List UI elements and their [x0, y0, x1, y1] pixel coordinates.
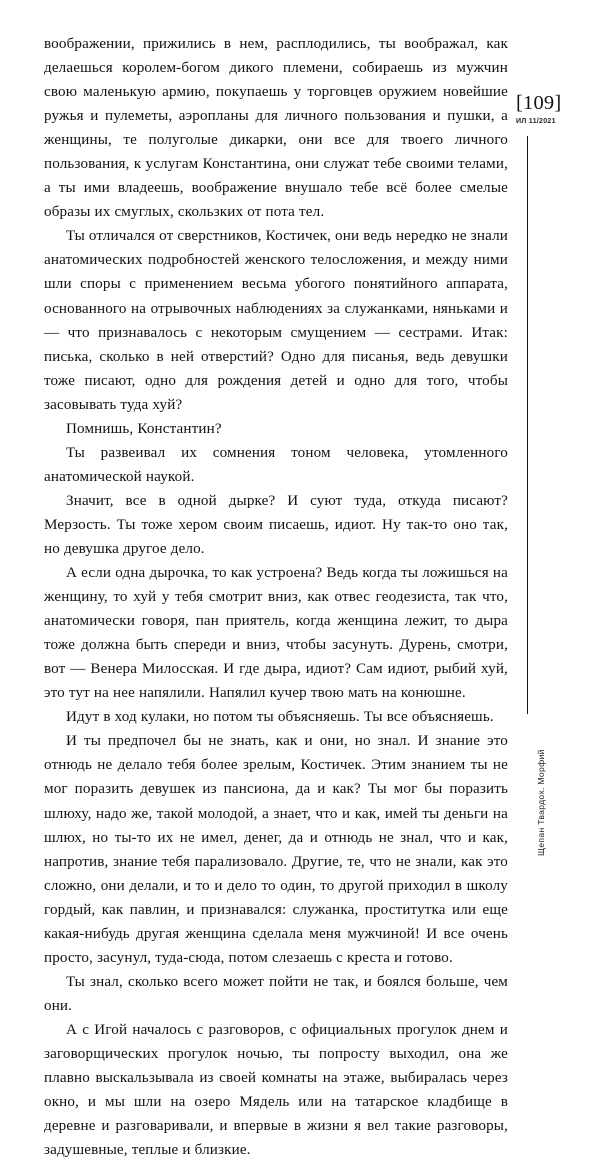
folio-block: [516, 92, 588, 126]
body-text-column: [44, 32, 508, 1162]
paragraph: Ты знал, сколько всего может пойти не так, и боялся больше, чем они.: [44, 973, 508, 1014]
paragraph: И ты предпочел бы не знать, как и они, но знал. И знание это отнюдь не делало тебя более зрелым, Костичек. Этим знанием ты не мог поразить девушек из пансиона, да и как? Ты мог бы поразить шлюху, надо же, такой молодой, а знает, что и как, имей ты деньги на шлюх, но ты-то их не имел, денег, да и отнюдь не знал, что и как, напротив, знание тебя парализовало. Другие, те, что не знали, как это сложно, они делали, и то и дело то один, то другой приходил в школу гордый, как павлин, и признавался: служанка, проститутка или еще какая-нибудь другая женщина сделала меня мужчиной! И все очень просто, засунул, туда-сюда, потом слезаешь с креста и готово.: [44, 733, 508, 966]
paragraph: А если одна дырочка, то как устроена? Ведь когда ты ложишься на женщину, то хуй у тебя смотрит вниз, как отвес геодезиста, так что, анатомически говоря, пан приятель, когда женщина лежит, то дыра тоже должна быть спереди и вниз, чтобы засунуть. Дурень, смотри, вот — Венера Милосская. И где дыра, идиот? Сам идиот, рыбий хуй, это тут на нее напялили. Напялил кучер твою мать на конюшне.: [44, 565, 508, 702]
paragraph: воображении, прижились в нем, расплодились, ты воображал, как делаешься королем-богом дикого племени, собираешь из мужчин свою маленькую армию, покупаешь у торговцев оружием новейшие ружья и пулеметы, аэропланы для личного пользования и пушки, а женщины, те полуголые дикарки, они все для твоего личного пользования, к услугам Константина, они служат тебе своими телами, а ты ими владеешь, воображение внушало тебе всё более смелые образы их смуглых, скользких от пота тел.: [44, 36, 508, 221]
running-title-label: Щепан Твардох. Морфий: [536, 749, 546, 856]
paragraph: Идут в ход кулаки, но потом ты объясняешь. Ты все объясняешь.: [66, 709, 494, 726]
vertical-rule: [527, 136, 528, 714]
paragraph: А с Игой началось с разговоров, с официальных прогулок днем и заговорщических прогулок ночью, ты попросту выходил, она же плавно выскальзывала из своей комнаты на этаже, выбиралась через окно, и мы шли на озеро Мядель или на татарское кладбище в деревне и разговаривали, и впервые в жизни я вел такие разговоры, задушевные, теплые и близкие.: [44, 1021, 508, 1159]
paragraph: Ты отличался от сверстников, Костичек, они ведь нередко не знали анатомических подробностей женского телосложения, и между ними шли споры с применением весьма убогого понятийного аппарата, основанного на отрывочных наблюдениях за служанками, няньками и — что признавалось с некоторым смущением — сестрами. Итак: писька, сколько в ней отверстий? Одно для писанья, ведь девушки тоже писают, одно для рождения детей и одно для того, чтобы засовывать туда хуй?: [44, 228, 508, 413]
paragraph: Ты развеивал их сомнения тоном человека, утомленного анатомической наукой.: [44, 444, 508, 485]
issue-label: ИЛ 11/2021: [516, 117, 556, 125]
paragraph: Помнишь, Константин?: [66, 420, 222, 437]
paragraph: Значит, все в одной дырке? И суют туда, откуда писают? Мерзость. Ты тоже хером своим писаешь, идиот. Ну так-то оно так, но девушка другое дело.: [44, 492, 508, 557]
page-number: [109]: [516, 92, 562, 114]
